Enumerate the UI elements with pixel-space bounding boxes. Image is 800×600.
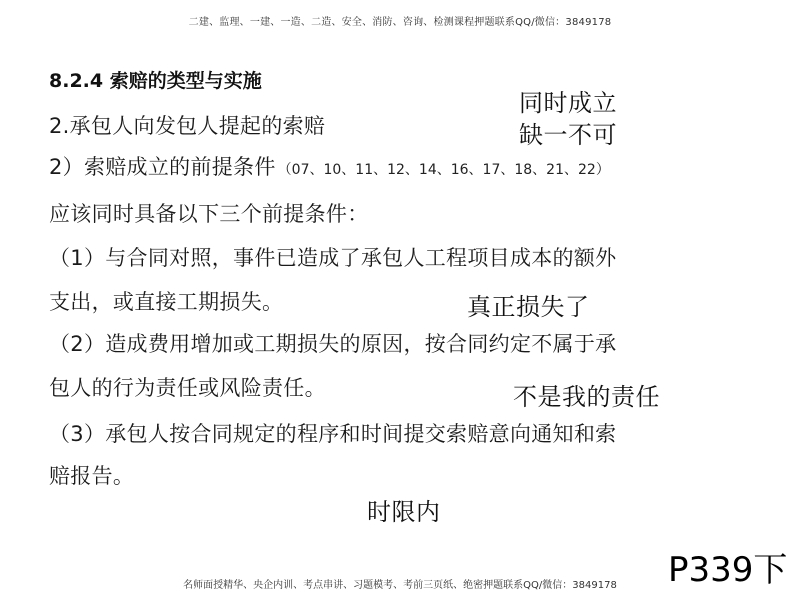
body-line-5: 支出，或直接工期损失。 [49, 290, 284, 314]
bottom-banner: 名师面授精华、央企内训、考点串讲、习题模考、考前三页纸、绝密押题联系QQ/微信：3849178 [183, 580, 617, 591]
top-banner: 二建、监理、一建、一造、二造、安全、消防、咨询、检测课程押题联系QQ/微信：3849178 [188, 17, 612, 28]
annotation-not-my-responsibility: 不是我的责任 [513, 383, 660, 411]
body-line-1: 2.承包人向发包人提起的索赔 [49, 114, 326, 138]
annotation-within-time-limit: 时限内 [367, 498, 441, 526]
annotation-indispensable: 缺一不可 [519, 121, 617, 149]
premise-title: 2）索赔成立的前提条件 [49, 155, 276, 179]
body-line-6: （2）造成费用增加或工期损失的原因，按合同约定不属于承 [49, 332, 617, 356]
page-reference: P339下 [668, 550, 788, 590]
annotation-real-loss: 真正损失了 [467, 293, 590, 321]
annotation-simultaneous: 同时成立 [519, 89, 617, 117]
section-heading: 8.2.4 索赔的类型与实施 [49, 70, 262, 92]
body-line-2 [49, 151, 610, 181]
body-line-7: 包人的行为责任或风险责任。 [49, 376, 326, 400]
body-line-3: 应该同时具备以下三个前提条件： [49, 202, 369, 226]
exam-years: （07、10、11、12、14、16、17、18、21、22） [277, 162, 610, 178]
body-line-8: （3）承包人按合同规定的程序和时间提交索赔意向通知和索 [49, 422, 617, 446]
body-line-4: （1）与合同对照，事件已造成了承包人工程项目成本的额外 [49, 246, 617, 270]
body-line-9: 赔报告。 [49, 464, 135, 488]
